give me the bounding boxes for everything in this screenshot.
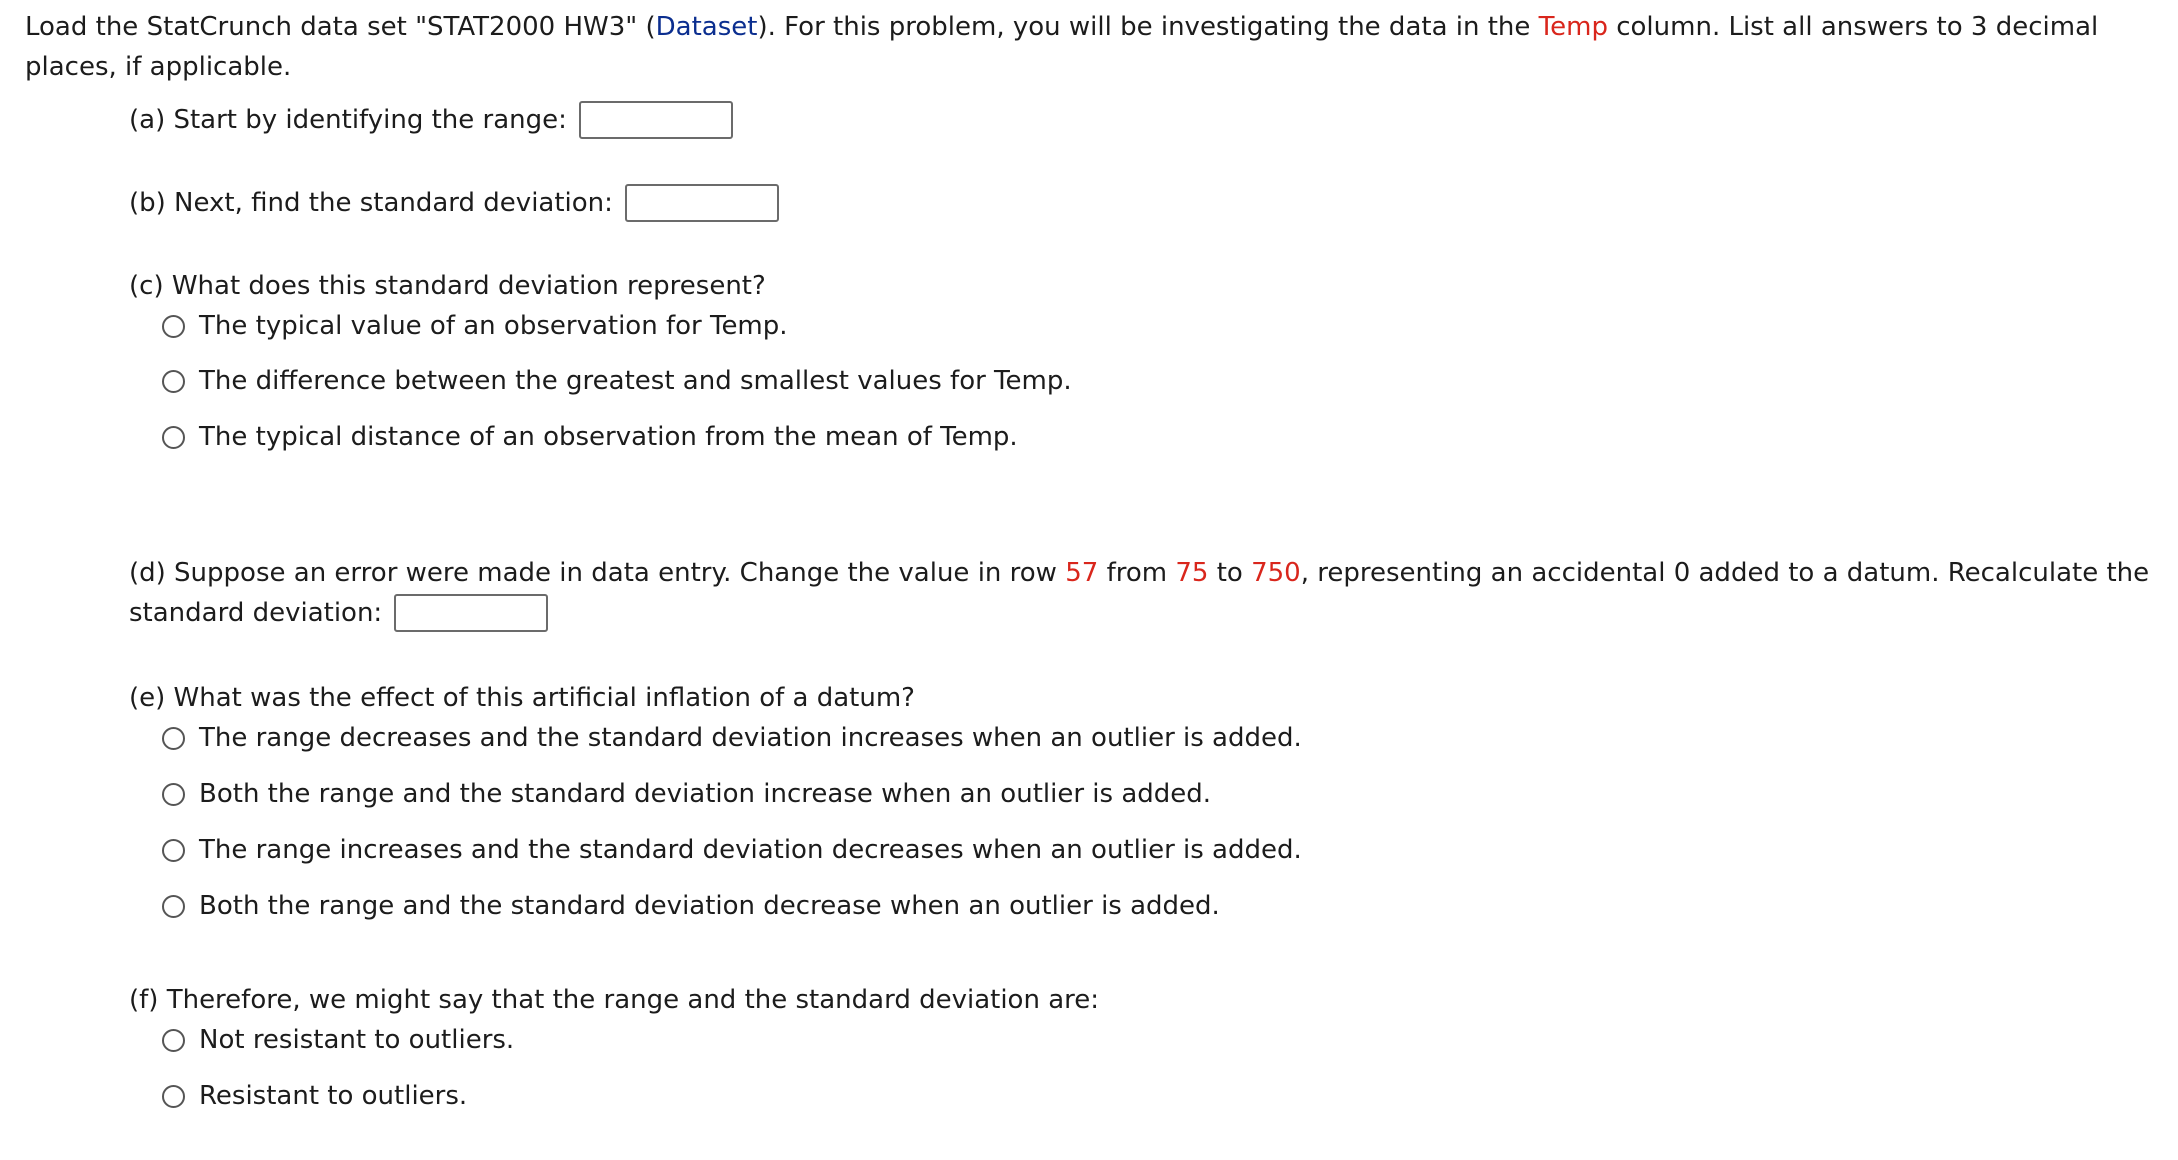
question-e-option[interactable] bbox=[162, 886, 2168, 926]
radio-button[interactable] bbox=[162, 783, 185, 806]
intro-text-1: Load the StatCrunch data set "STAT2000 HW3" ( bbox=[25, 12, 656, 42]
question-e-option[interactable] bbox=[162, 718, 2168, 758]
question-d-text-5: standard deviation: bbox=[129, 598, 383, 628]
radio-button[interactable] bbox=[162, 315, 185, 338]
option-label: The typical distance of an observation from the mean of Temp. bbox=[199, 422, 1018, 452]
recalculated-std-dev-input[interactable] bbox=[394, 594, 548, 632]
option-label: Resistant to outliers. bbox=[199, 1081, 468, 1111]
radio-button[interactable] bbox=[162, 370, 185, 393]
question-b bbox=[129, 183, 2168, 223]
question-d-text-3: to bbox=[1208, 558, 1252, 588]
option-label: The range decreases and the standard deviation increases when an outlier is added. bbox=[199, 723, 1302, 753]
radio-button[interactable] bbox=[162, 727, 185, 750]
column-name: Temp bbox=[1538, 12, 1608, 42]
question-c-option[interactable] bbox=[162, 417, 2168, 457]
radio-button[interactable] bbox=[162, 839, 185, 862]
question-d-text-4: , representing an accidental 0 added to a datum. Recalculate the bbox=[1300, 558, 2150, 588]
std-dev-input[interactable] bbox=[625, 184, 779, 222]
question-c-prompt: (c) What does this standard deviation represent? bbox=[129, 271, 766, 301]
question-a-label: (a) Start by identifying the range: bbox=[129, 105, 567, 135]
radio-button[interactable] bbox=[162, 1085, 185, 1108]
question-e-prompt: (e) What was the effect of this artificial inflation of a datum? bbox=[129, 683, 915, 713]
intro-text-2: ). For this problem, you will be investigating the data in the bbox=[757, 12, 1539, 42]
problem-intro bbox=[25, 7, 2155, 87]
question-f-prompt: (f) Therefore, we might say that the range and the standard deviation are: bbox=[129, 985, 1100, 1015]
question-e bbox=[129, 678, 2168, 926]
question-d-text-1: (d) Suppose an error were made in data entry. Change the value in row bbox=[129, 558, 1066, 588]
original-value: 75 bbox=[1175, 558, 1209, 588]
option-label: The difference between the greatest and smallest values for Temp. bbox=[199, 366, 1072, 396]
option-label: Not resistant to outliers. bbox=[199, 1025, 515, 1055]
option-label: The typical value of an observation for Temp. bbox=[199, 311, 788, 341]
row-number: 57 bbox=[1065, 558, 1099, 588]
intro-text-3: column. List all answers to 3 decimal places, if applicable. bbox=[25, 12, 2099, 82]
question-c bbox=[129, 266, 2168, 457]
question-f-option[interactable] bbox=[162, 1076, 2168, 1116]
option-label: Both the range and the standard deviation decrease when an outlier is added. bbox=[199, 891, 1220, 921]
question-f-option[interactable] bbox=[162, 1020, 2168, 1060]
question-d-text-2: from bbox=[1098, 558, 1176, 588]
new-value: 750 bbox=[1251, 558, 1301, 588]
dataset-link[interactable]: Dataset bbox=[655, 12, 758, 42]
radio-button[interactable] bbox=[162, 426, 185, 449]
range-input[interactable] bbox=[579, 101, 733, 139]
question-e-option[interactable] bbox=[162, 774, 2168, 814]
option-label: The range increases and the standard deviation decreases when an outlier is added. bbox=[199, 835, 1302, 865]
question-c-option[interactable] bbox=[162, 361, 2168, 401]
radio-button[interactable] bbox=[162, 895, 185, 918]
question-b-label: (b) Next, find the standard deviation: bbox=[129, 188, 613, 218]
question-a bbox=[129, 100, 2168, 140]
question-e-option[interactable] bbox=[162, 830, 2168, 870]
question-f bbox=[129, 980, 2168, 1116]
radio-button[interactable] bbox=[162, 1029, 185, 1052]
question-c-option[interactable] bbox=[162, 306, 2168, 346]
option-label: Both the range and the standard deviation increase when an outlier is added. bbox=[199, 779, 1212, 809]
question-d bbox=[129, 553, 2168, 633]
